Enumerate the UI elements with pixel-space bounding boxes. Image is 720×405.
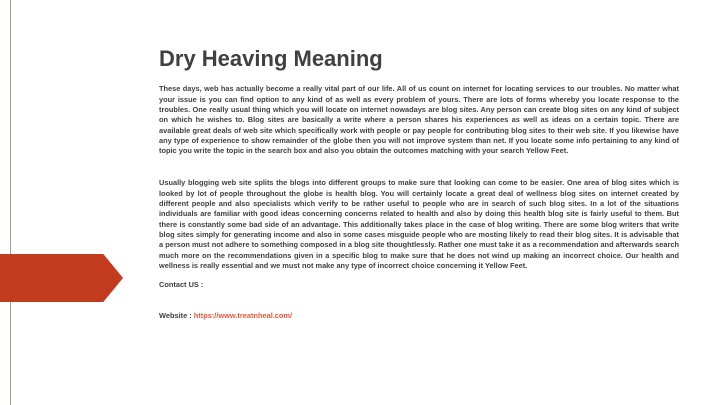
body-paragraph-1: These days, web has actually become a really vital part of our life. All of us count on internet for locating services to our troubles. No matter what your issue is you can find option to any kind of as well as every problem of yours. There are lots of forms whereby you locate response to the troubles. One really usual thing which you will locate on internet nowadays are blog sites. Any person can create blog sites on any kind of subject on which he wishes to. Blog sites are basically a write where a person shares his experiences as well as ideas on a certain topic. There are available great deals of web site which specifically work with people or pay people for contributing blog sites to their web site. If you likewise have any type of experience to show remainder of the globe then you will not improve system than net. If you locate some info pertaining to any kind of topic you write the topic in the search box and also you obtain the outcomes matching with your search Yellow Feet. — [159, 84, 679, 156]
website-line — [159, 311, 679, 321]
website-label: Website : — [159, 311, 194, 321]
page-title: Dry Heaving Meaning — [159, 46, 383, 71]
accent-arrow-shape — [0, 254, 123, 302]
contact-label: Contact US : — [159, 280, 204, 290]
website-link[interactable]: https://www.treatnheal.com/ — [193, 311, 293, 321]
slide-content — [159, 46, 679, 322]
body-paragraph-2: Usually blogging web site splits the blogs into different groups to make sure that looking can come to be easier. One area of blog sites which is looked by lot of people throughout the globe is health blog. You will certainly locate a great deal of wellness blog sites on internet created by different people and also specialists which verify to be rather useful to people who are in search of such blog sites. In a lot of the situations individuals are familiar with good ideas concerning concerns related to health and also by doing this health blog site is fairly useful to them. But there is constantly some bad side of an advantage. This additionally takes place in the case of blog writing. There are some blog writers that write blog sites simply for generating income and also in some cases misguide people who are mosting likely to read their blog sites. It is advisable that a person must not adhere to something composed in a blog site thoughtlessly. Rather one must take it as a recommendation and afterwards search much more on the recommendations given in a specific blog to make sure that he does not wind up making an incorrect choice. Our health and wellness is really essential and we must not make any type of incorrect choice concerning it Yellow Feet. — [159, 178, 679, 270]
left-vertical-rule — [10, 0, 11, 405]
